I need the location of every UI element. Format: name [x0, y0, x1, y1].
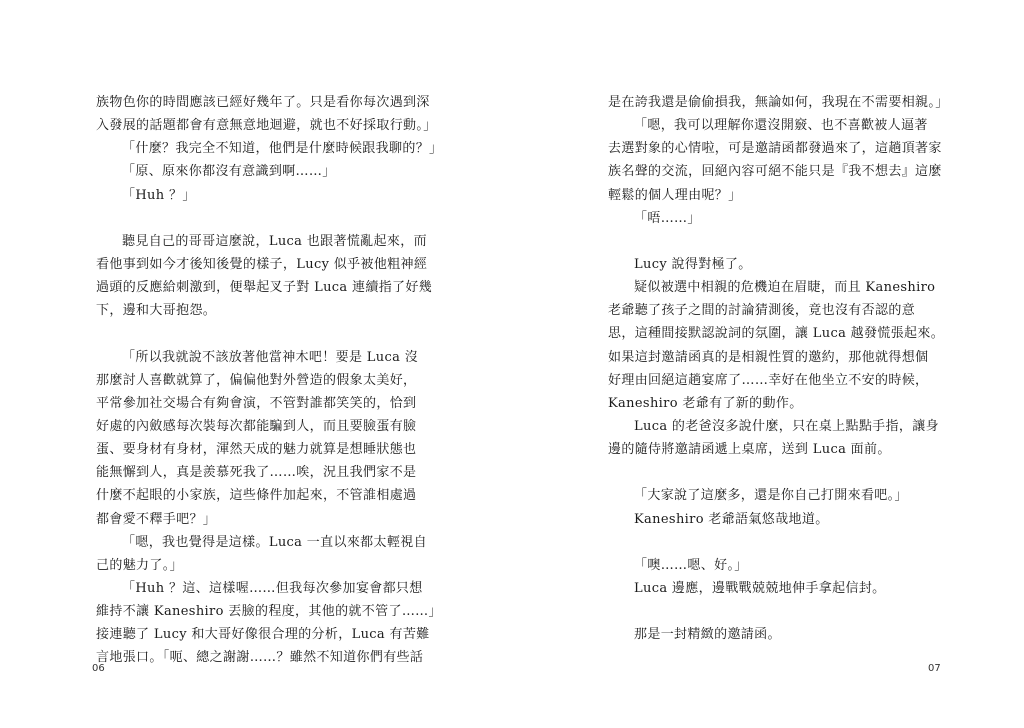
text-line: 「嗯，我也覺得是這樣。Luca 一直以來都太輕視自 [122, 534, 427, 550]
text-line [608, 531, 932, 554]
text-line: 過頭的反應給刺激到，便舉起叉子對 Luca 連續指了好幾 [96, 280, 433, 296]
text-line: 接連聽了 Lucy 和大哥好像很合理的分析，Luca 有苦難 [96, 627, 430, 643]
text-line: Kaneshiro 老爺語氣悠哉地道。 [634, 511, 829, 527]
text-line: 蛋、要身材有身材，渾然天成的魅力就算是想睡狀態也 [96, 442, 417, 458]
text-line: 思，這種間接默認說詞的氛圍，讓 Luca 越發慌張起來。 [608, 326, 945, 342]
text-line: 言地張口。「呃、總之謝謝……？雖然不知道你們有些話 [96, 650, 424, 666]
right-page-body [608, 91, 949, 646]
text-line: 疑似被選中相親的危機迫在眉睫，而且 Kaneshiro [634, 280, 936, 296]
text-line: Kaneshiro 老爺有了新的動作。 [608, 395, 803, 411]
text-line: 「大家說了這麼多，還是你自己打開來看吧。」 [634, 488, 908, 504]
text-line: 「嗯，我可以理解你還沒開竅、也不喜歡被人逼著 [634, 118, 928, 134]
text-line: 能無懈到人，真是羨慕死我了……唉，況且我們家不是 [96, 465, 417, 481]
text-line: 聽見自己的哥哥這麼說，Luca 也跟著慌亂起來，而 [122, 233, 427, 249]
text-line: 都會愛不釋手吧？」 [96, 511, 217, 527]
text-line: 己的魅力了。」 [96, 557, 183, 573]
text-line: 邊的隨侍將邀請函遞上桌席，送到 Luca 面前。 [608, 442, 891, 458]
text-line: Lucy 說得對極了。 [634, 256, 752, 272]
left-page-body [96, 91, 443, 670]
text-line: 那是一封精緻的邀請函。 [634, 627, 781, 643]
text-line: 「所以我就說不該放著他當神木吧！要是 Luca 沒 [122, 349, 419, 365]
text-line: 輕鬆的個人理由呢？」 [608, 187, 742, 203]
text-line: Luca 的老爸沒多說什麼，只在桌上點點手指，讓身 [634, 418, 939, 434]
text-line: 看他事到如今才後知後覺的樣子，Lucy 似乎被他粗神經 [96, 256, 428, 272]
text-line [608, 461, 932, 484]
text-line [608, 230, 932, 253]
text-line: 族物色你的時間應該已經好幾年了。只是看你每次遇到深 [96, 95, 430, 110]
right-page [512, 0, 1024, 728]
text-line: 「唔……」 [634, 210, 701, 226]
text-line: 「什麼？我完全不知道，他們是什麼時候跟我聊的？」 [122, 141, 443, 157]
text-line: 族名聲的交流，回絕內容可絕不能只是『我不想去』這麼 [608, 164, 942, 180]
text-line: 下，邊和大哥抱怨。 [96, 303, 217, 319]
text-line: 「Huh ？」 [122, 187, 196, 203]
text-line: 入發展的話題都會有意無意地迴避，就也不好採取行動。」 [96, 118, 437, 134]
text-line: 好理由回絕這趟宴席了……幸好在他坐立不安的時候， [608, 372, 929, 388]
text-line: 如果這封邀請函真的是相親性質的邀約，那他就得想個 [608, 349, 929, 365]
text-line: 「原、原來你都沒有意識到啊……」 [122, 164, 336, 180]
text-line: 去選對象的心情啦，可是邀請函都發過來了，這趟頂著家 [608, 141, 942, 157]
text-line: 是在誇我還是偷偷損我，無論如何，我現在不需要相親。」 [608, 95, 949, 110]
text-line: 「Huh ？這、這樣喔……但我每次參加宴會都只想 [122, 580, 423, 596]
text-line [608, 600, 932, 623]
text-line: 什麼不起眼的小家族，這些條件加起來，不管誰相處過 [96, 488, 417, 504]
page-number: 06 [92, 663, 105, 674]
page-number: 07 [928, 663, 941, 674]
text-line: 維持不讓 Kaneshiro 丟臉的程度，其他的就不管了……」 [96, 604, 442, 620]
text-line [96, 207, 420, 230]
text-line: 平常參加社交場合有夠會演，不管對誰都笑笑的，恰到 [96, 395, 417, 411]
text-line: 老爺聽了孩子之間的討論猜測後，竟也沒有否認的意 [608, 303, 916, 319]
text-line: 那麼討人喜歡就算了，偏偏他對外營造的假象太美好， [96, 372, 417, 388]
text-line: Luca 邊應，邊戰戰兢兢地伸手拿起信封。 [634, 580, 886, 596]
text-line: 好處的內斂感每次裝每次都能騙到人，而且要臉蛋有臉 [96, 418, 417, 434]
text-line [96, 322, 420, 345]
text-line: 「噢……嗯、好。」 [634, 557, 748, 573]
